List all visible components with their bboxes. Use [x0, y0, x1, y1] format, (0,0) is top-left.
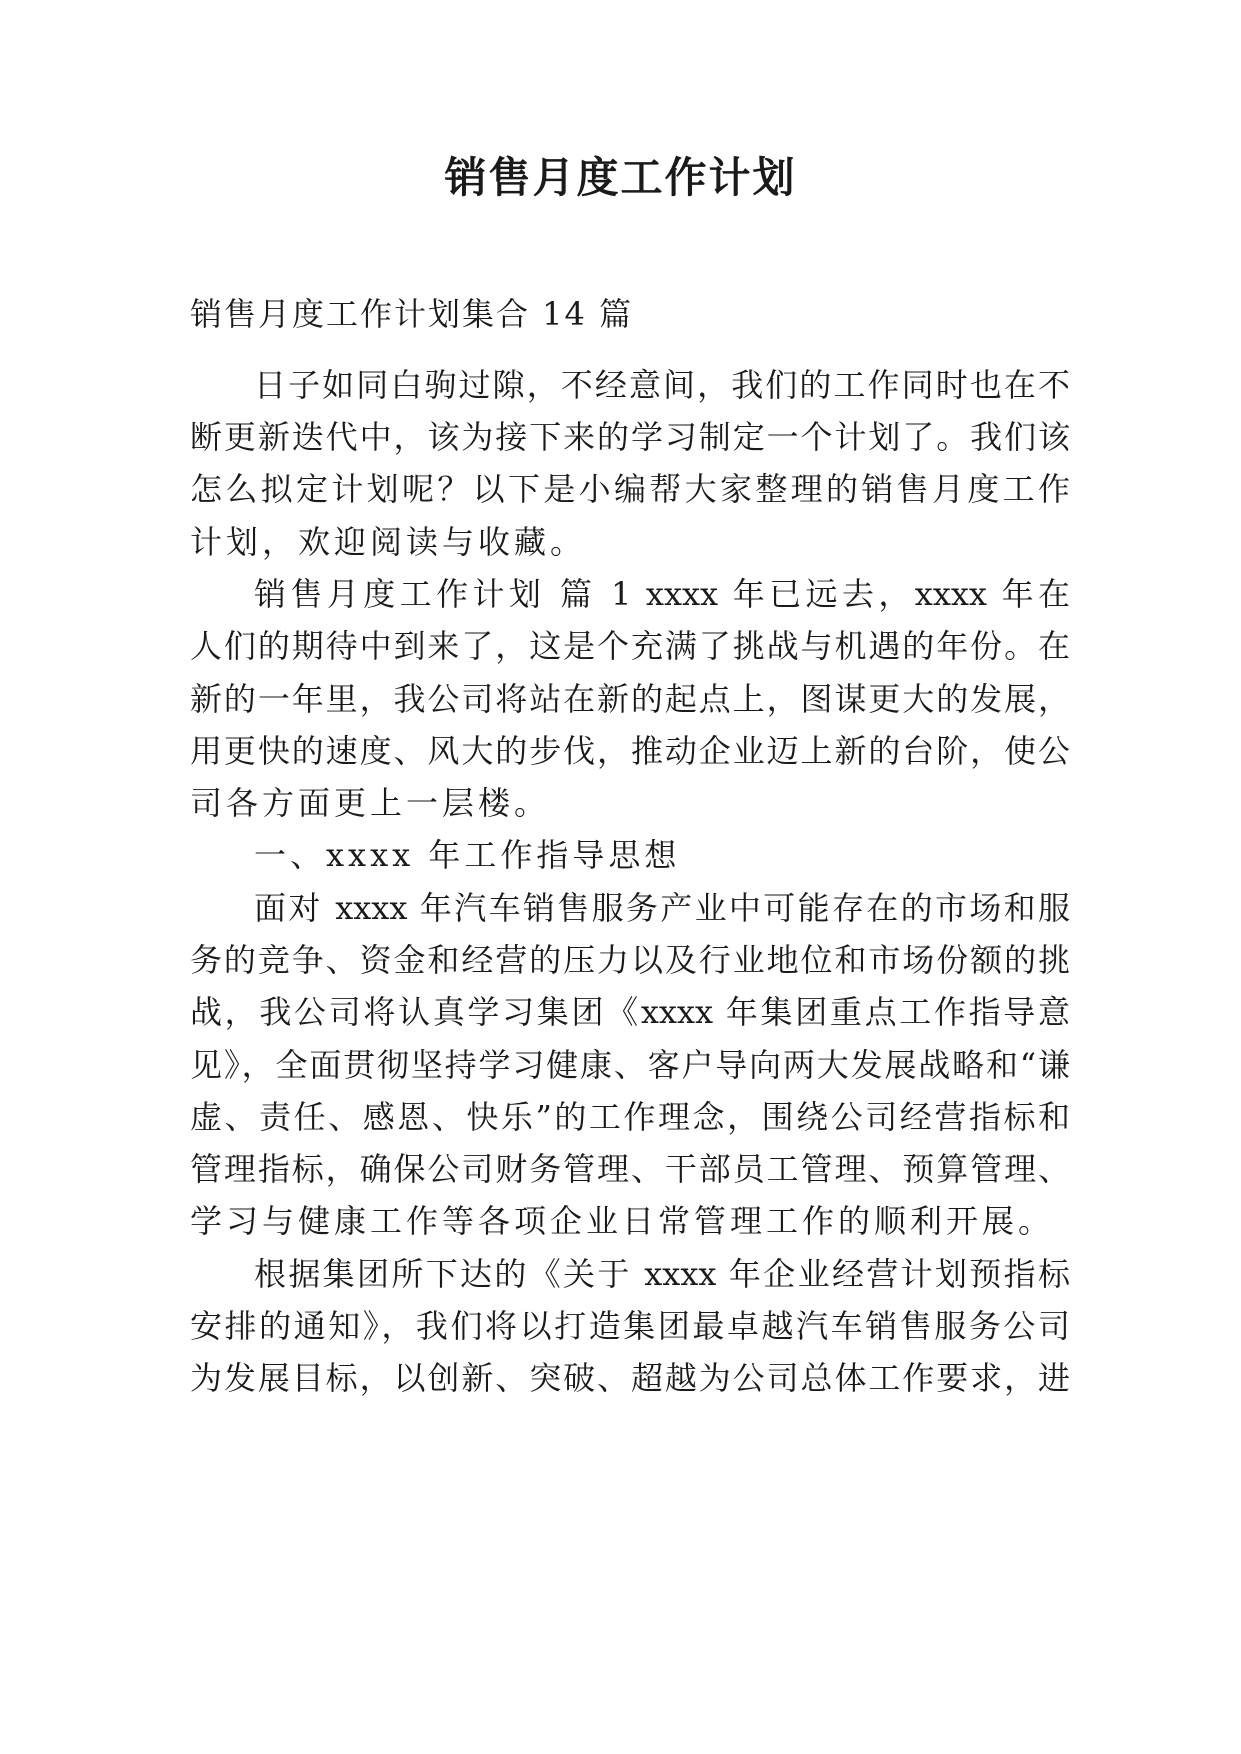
paragraph-line: 面对 xxxx 年汽车销售服务产业中可能存在的市场和服 [254, 889, 1070, 927]
paragraph-line: 销售月度工作计划 篇 1 xxxx 年已远去，xxxx 年在 [254, 575, 1070, 613]
paragraph-line: 人们的期待中到来了，这是个充满了挑战与机遇的年份。在 [190, 627, 1070, 665]
paragraph-line: 为发展目标，以创新、突破、超越为公司总体工作要求，进 [190, 1359, 1070, 1397]
paragraph-line: 虚、责任、感恩、快乐”的工作理念，围绕公司经营指标和 [190, 1098, 1070, 1136]
paragraph-line: 司各方面更上一层楼。 [190, 784, 551, 822]
paragraph-line: 见》，全面贯彻坚持学习健康、客户导向两大发展战略和“谦 [190, 1046, 1070, 1084]
paragraph-line: 怎么拟定计划呢？以下是小编帮大家整理的销售月度工作 [190, 470, 1070, 508]
paragraph-line: 根据集团所下达的《关于 xxxx 年企业经营计划预指标 [254, 1255, 1070, 1293]
paragraph-line: 断更新迭代中，该为接下来的学习制定一个计划了。我们该 [190, 418, 1070, 456]
document-title: 销售月度工作计划 [444, 153, 797, 202]
paragraph-line: 新的一年里，我公司将站在新的起点上，图谋更大的发展， [190, 680, 1070, 718]
paragraph-line: 日子如同白驹过隙，不经意间，我们的工作同时也在不 [254, 366, 1070, 404]
paragraph-line: 学习与健康工作等各项企业日常管理工作的顺利开展。 [190, 1202, 1055, 1240]
section-heading: 一、xxxx 年工作指导思想 [254, 836, 681, 874]
paragraph-line: 管理指标，确保公司财务管理、干部员工管理、预算管理、 [190, 1150, 1070, 1188]
paragraph-line: 战，我公司将认真学习集团《xxxx 年集团重点工作指导意 [190, 993, 1070, 1031]
paragraph-line: 安排的通知》，我们将以打造集团最卓越汽车销售服务公司 [190, 1307, 1070, 1345]
paragraph-line: 用更快的速度、风大的步伐，推动企业迈上新的台阶，使公 [190, 732, 1070, 770]
paragraph-line: 计划，欢迎阅读与收藏。 [190, 523, 587, 561]
paragraph-line: 务的竞争、资金和经营的压力以及行业地位和市场份额的挑 [190, 941, 1070, 979]
document-subtitle: 销售月度工作计划集合 14 篇 [190, 295, 634, 333]
